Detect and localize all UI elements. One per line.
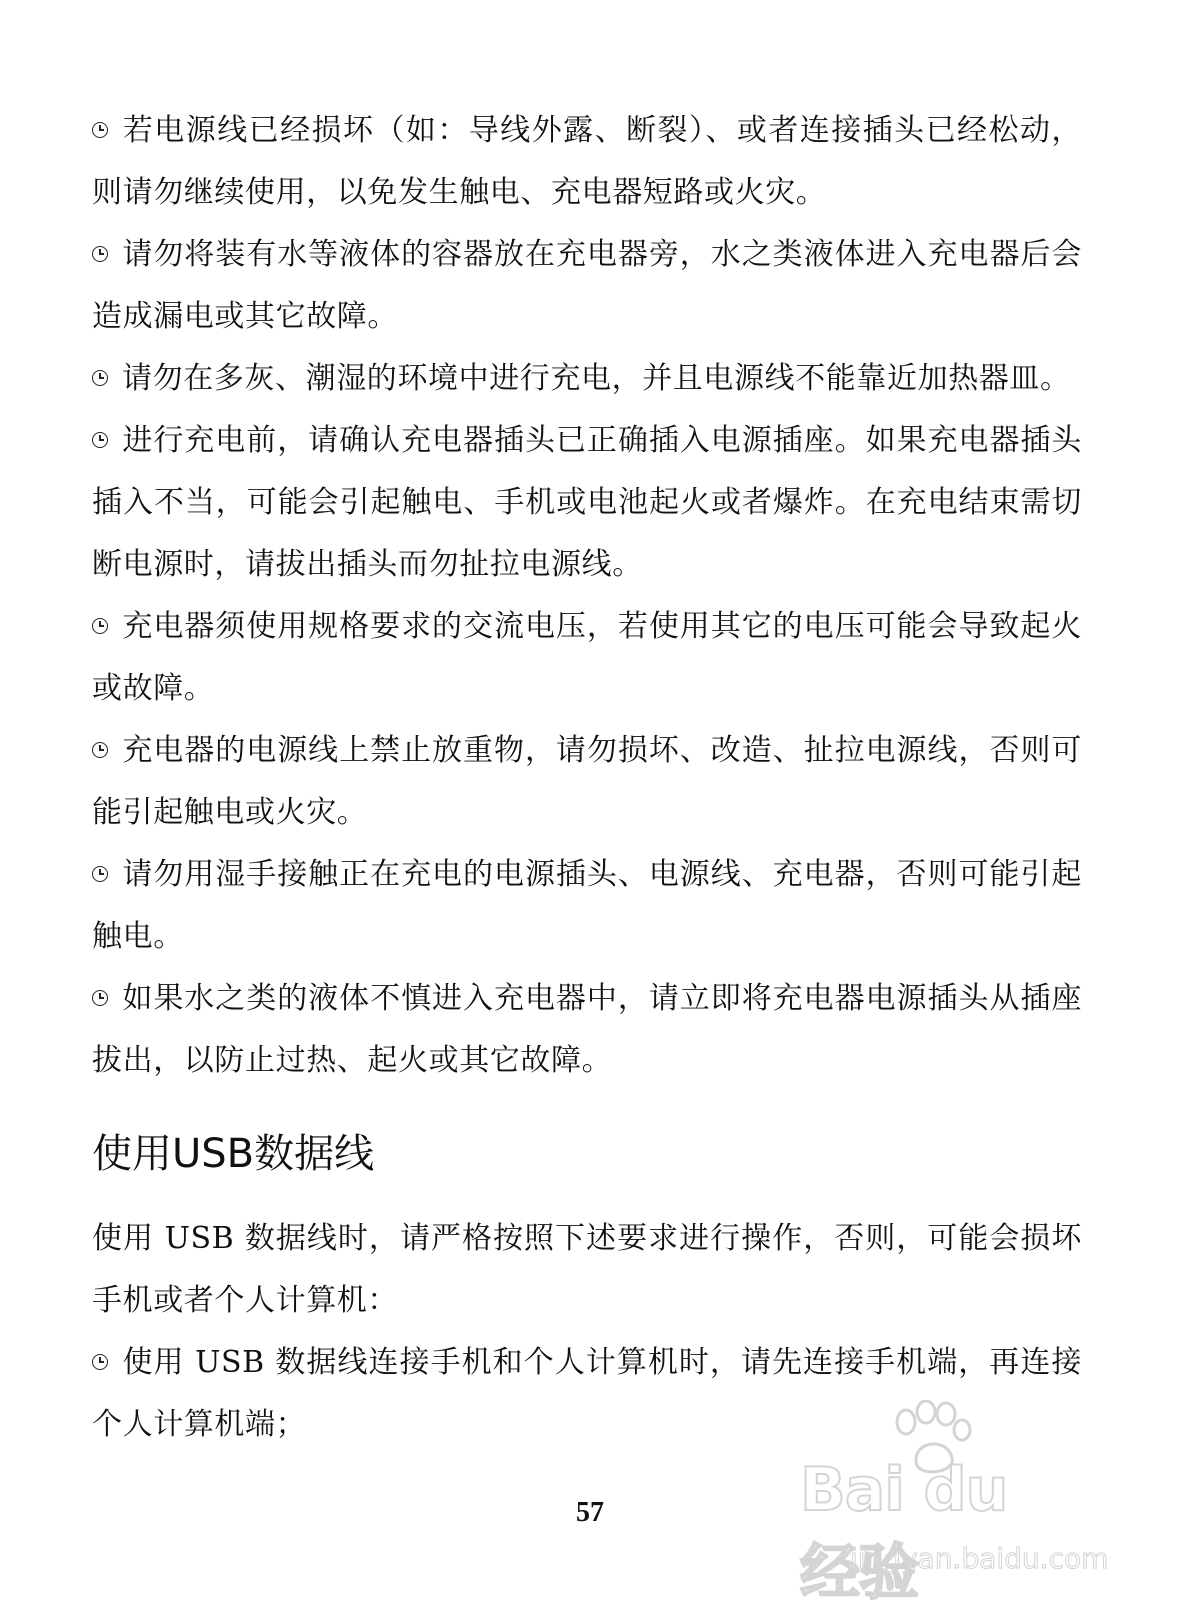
paragraph-text: 请勿在多灰、潮湿的环境中进行充电，并且电源线不能靠近加热器皿。	[122, 361, 1071, 396]
paragraph-3	[92, 348, 1082, 410]
clock-bullet-icon	[92, 618, 108, 634]
section-item-1	[92, 1332, 1082, 1456]
clock-bullet-icon	[92, 866, 108, 882]
paragraph-6	[92, 720, 1082, 844]
paragraph-7	[92, 844, 1082, 968]
paragraph-text: 请勿将装有水等液体的容器放在充电器旁，水之类液体进入充电器后会造成漏电或其它故障。	[92, 237, 1082, 334]
clock-bullet-icon	[92, 246, 108, 262]
clock-bullet-icon	[92, 990, 108, 1006]
paragraph-5	[92, 596, 1082, 720]
section-intro: 使用 USB 数据线时，请严格按照下述要求进行操作，否则，可能会损坏手机或者个人计算机：	[92, 1221, 1082, 1318]
paragraph-text: 进行充电前，请确认充电器插头已正确插入电源插座。如果充电器插头插入不当，可能会引起触电、手机或电池起火或者爆炸。在充电结束需切断电源时，请拔出插头而勿扯拉电源线。	[92, 423, 1082, 582]
clock-bullet-icon	[92, 122, 108, 138]
watermark-brand: Bai du 经验	[800, 1455, 1008, 1608]
clock-bullet-icon	[92, 1354, 108, 1370]
page-number: 57	[576, 1497, 604, 1528]
page-content	[92, 100, 1082, 1456]
paragraph-text: 使用 USB 数据线连接手机和个人计算机时，请先连接手机端，再连接个人计算机端；	[92, 1345, 1082, 1442]
paragraph-text: 充电器须使用规格要求的交流电压，若使用其它的电压可能会导致起火或故障。	[92, 609, 1082, 706]
paragraph-2	[92, 224, 1082, 348]
paragraph-text: 充电器的电源线上禁止放重物，请勿损坏、改造、扯拉电源线，否则可能引起触电或火灾。	[92, 733, 1082, 830]
paragraph-text: 若电源线已经损坏（如：导线外露、断裂）、或者连接插头已经松动，则请勿继续使用，以免发生触电、充电器短路或火灾。	[92, 113, 1082, 210]
paragraph-8	[92, 968, 1082, 1092]
section-heading: 使用USB数据线	[92, 1131, 375, 1177]
clock-bullet-icon	[92, 432, 108, 448]
paragraph-4	[92, 410, 1082, 596]
paragraph-text: 如果水之类的液体不慎进入充电器中，请立即将充电器电源插头从插座拔出，以防止过热、起火或其它故障。	[92, 981, 1082, 1078]
clock-bullet-icon	[92, 370, 108, 386]
watermark-url: jingyan.baidu.com	[850, 1542, 1109, 1575]
paragraph-1	[92, 100, 1082, 224]
paragraph-text: 请勿用湿手接触正在充电的电源插头、电源线、充电器，否则可能引起触电。	[92, 857, 1082, 954]
clock-bullet-icon	[92, 742, 108, 758]
